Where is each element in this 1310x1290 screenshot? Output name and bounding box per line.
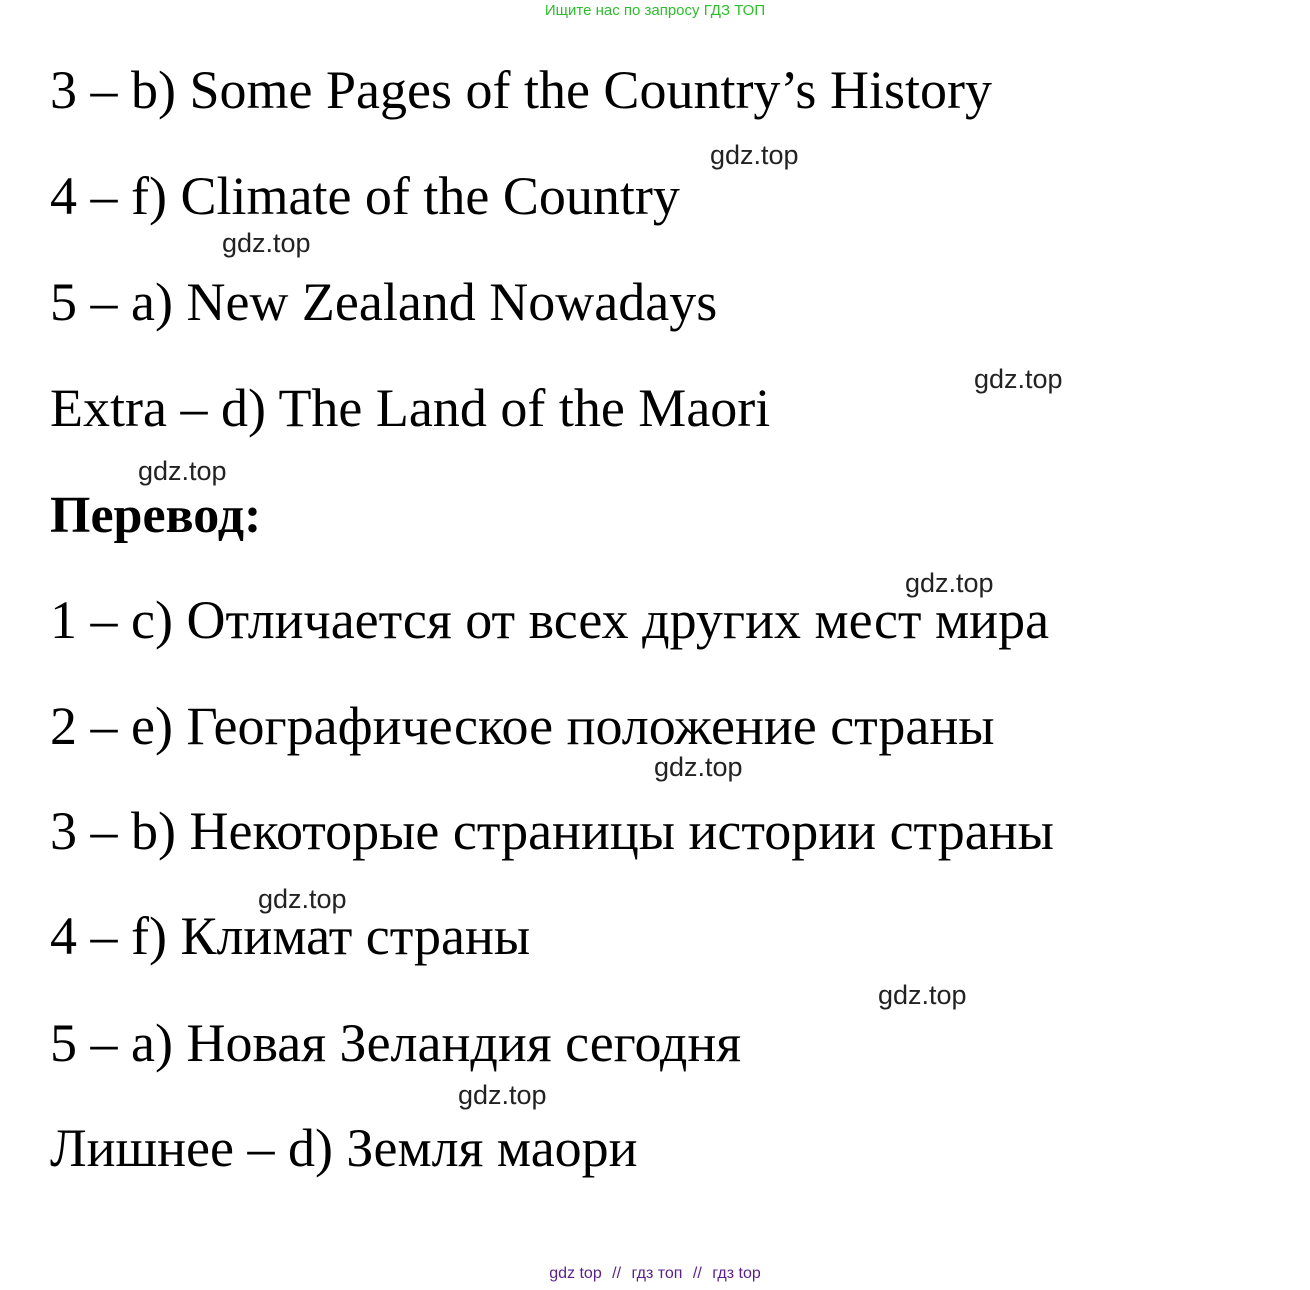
watermark: gdz.top <box>878 980 967 1010</box>
top-banner: Ищите нас по запросу ГДЗ ТОП <box>544 2 766 19</box>
watermark: gdz.top <box>654 752 743 782</box>
footer-link-gdz-top-mixed[interactable]: гдз top <box>712 1265 761 1282</box>
watermark: gdz.top <box>458 1080 547 1110</box>
answer-line-ru-1: 1 – c) Отличается от всех других мест мира <box>50 590 1050 650</box>
watermark: gdz.top <box>138 456 227 486</box>
answer-line-en-4: 4 – f) Climate of the Country <box>50 166 680 226</box>
footer-link-gdz-top[interactable]: gdz top <box>549 1265 602 1282</box>
answer-line-en-3: 3 – b) Some Pages of the Country’s History <box>50 60 992 120</box>
answer-line-en-5: 5 – a) New Zealand Nowadays <box>50 272 718 332</box>
answer-line-en-extra: Extra – d) The Land of the Maori <box>50 378 771 438</box>
answer-line-ru-extra: Лишнее – d) Земля маори <box>50 1118 638 1178</box>
translation-heading: Перевод: <box>50 487 262 544</box>
watermark: gdz.top <box>222 228 311 258</box>
answer-line-ru-5: 5 – a) Новая Зеландия сегодня <box>50 1013 742 1073</box>
answer-line-ru-3: 3 – b) Некоторые страницы истории страны <box>50 801 1054 861</box>
answer-line-ru-2: 2 – e) Географическое положение страны <box>50 696 995 756</box>
footer-separator: // <box>612 1265 622 1282</box>
answer-line-ru-4: 4 – f) Климат страны <box>50 906 531 966</box>
footer-separator: // <box>692 1265 702 1282</box>
watermark: gdz.top <box>974 364 1063 394</box>
footer-link-gdz-top-ru[interactable]: гдз топ <box>631 1265 683 1282</box>
watermark: gdz.top <box>258 884 347 914</box>
watermark: gdz.top <box>905 568 994 598</box>
watermark: gdz.top <box>710 140 799 170</box>
footer-links <box>0 1263 1310 1285</box>
